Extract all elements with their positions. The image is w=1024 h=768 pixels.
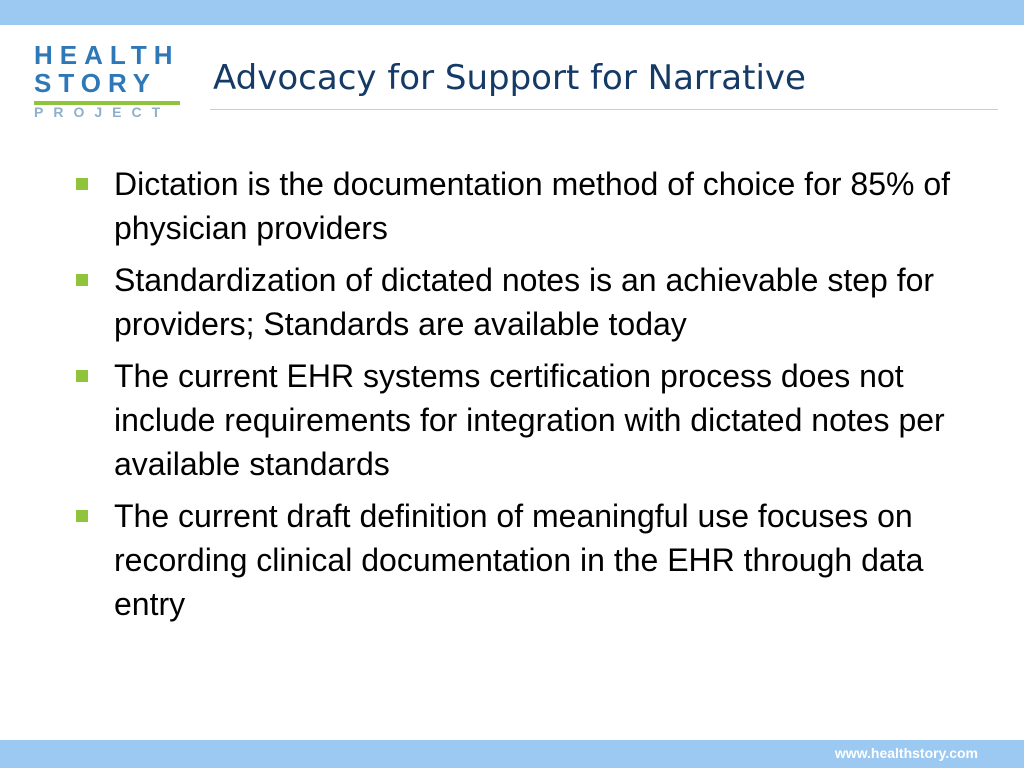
bottom-band (0, 740, 1024, 768)
bullet-item (74, 258, 994, 346)
square-bullet-icon (76, 370, 88, 382)
bullet-text: Dictation is the documentation method of choice for 85% of physician providers (114, 166, 951, 246)
square-bullet-icon (76, 178, 88, 190)
square-bullet-icon (76, 274, 88, 286)
logo-project-text: PROJECT (34, 104, 171, 120)
bullet-item (74, 162, 994, 250)
bullet-text: Standardization of dictated notes is an achievable step for providers; Standards are available today (114, 262, 935, 342)
bullet-text: The current EHR systems certification process does not include requirements for integration with dictated notes per available standards (114, 358, 945, 482)
footer-website-link[interactable]: www.healthstory.com (834, 745, 978, 761)
health-story-project-logo (34, 40, 184, 122)
top-band (0, 0, 1024, 25)
bullet-list (74, 162, 994, 634)
logo-story-text: STORY (34, 68, 158, 98)
logo-health-text: HEALTH (34, 40, 180, 70)
bullet-item (74, 354, 994, 486)
slide-title: Advocacy for Support for Narrative (213, 58, 806, 98)
bullet-item (74, 494, 994, 626)
title-underline (210, 109, 998, 110)
square-bullet-icon (76, 510, 88, 522)
bullet-text: The current draft definition of meaningful use focuses on recording clinical documentation in the EHR through data entry (114, 498, 924, 622)
